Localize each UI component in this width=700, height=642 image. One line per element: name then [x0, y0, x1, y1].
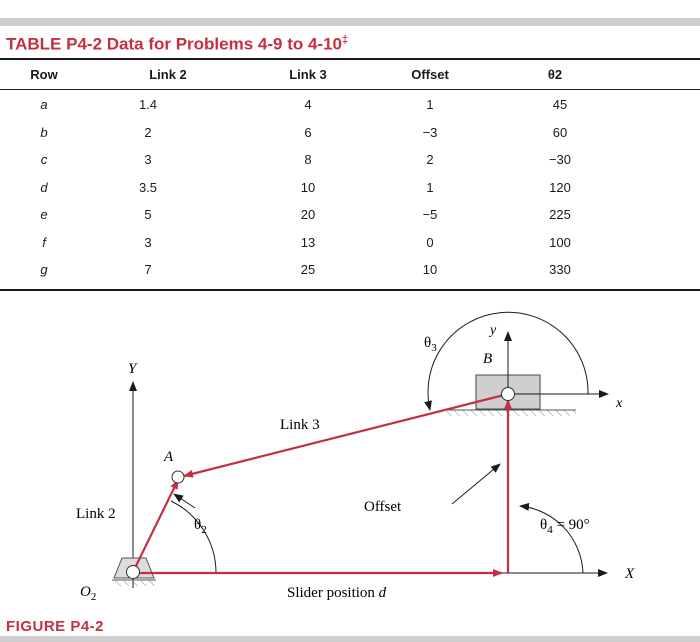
table-top-rule — [0, 58, 700, 60]
table-cell-link2: 1.4 — [138, 97, 158, 112]
pin-b — [502, 388, 515, 401]
label-y-local: y — [490, 323, 497, 338]
table-cell-link2: 3 — [144, 152, 152, 167]
top-rule-bar — [0, 18, 700, 26]
table-cell-link2: 3 — [144, 234, 152, 250]
table-cell-row: g — [40, 262, 48, 277]
table-title — [6, 34, 348, 55]
table-cell-theta2: −30 — [548, 152, 572, 167]
header-link2: Link 2 — [149, 67, 187, 82]
table-cell-offset: 1 — [426, 97, 434, 112]
table-cell-link3: 20 — [300, 207, 316, 222]
table-cell-link3: 25 — [300, 262, 316, 277]
table-cell-theta2: 120 — [549, 179, 571, 195]
table-header-rule — [0, 89, 700, 90]
header-link3: Link 3 — [289, 67, 327, 82]
table-cell-theta2: 60 — [552, 124, 568, 140]
table-cell-theta2: 100 — [549, 234, 571, 250]
table-cell-row: f — [42, 234, 46, 250]
table-cell-link2: 2 — [144, 124, 152, 140]
link2-vector — [133, 480, 178, 572]
label-x-local: x — [616, 396, 623, 411]
theta2-pointer — [174, 494, 195, 508]
table-cell-offset: 1 — [426, 179, 434, 195]
offset-leader — [452, 464, 500, 504]
table-cell-offset: −3 — [422, 124, 438, 140]
label-o2: $O_2$ — [80, 584, 97, 603]
label-a: A — [164, 449, 174, 465]
table-cell-row: e — [40, 207, 48, 222]
link3-vector — [184, 394, 508, 476]
table-cell-theta2: 330 — [549, 262, 571, 277]
table-cell-offset: −5 — [422, 207, 438, 222]
label-x-global: X — [625, 566, 635, 582]
table-cell-link3: 8 — [304, 152, 312, 167]
header-theta2: θ2 — [547, 67, 563, 82]
table-cell-link3: 6 — [304, 124, 312, 140]
label-link2: Link 2 — [76, 506, 116, 522]
table-cell-theta2: 225 — [549, 207, 571, 222]
table-cell-offset: 2 — [426, 152, 434, 167]
theta2-arc — [171, 501, 216, 573]
label-offset: Offset — [364, 499, 402, 515]
table-title-text: TABLE P4-2 Data for Problems 4-9 to 4-10 — [6, 34, 342, 54]
table-cell-link3: 4 — [304, 97, 312, 112]
header-row: Row — [30, 67, 58, 82]
label-b: B — [483, 351, 493, 367]
bottom-rule-bar — [0, 636, 700, 642]
pin-a — [172, 471, 184, 483]
table-cell-link2: 7 — [144, 262, 152, 277]
table-cell-row: c — [40, 152, 48, 167]
label-theta2: $\theta_2$ — [194, 517, 207, 536]
label-link3: Link 3 — [280, 417, 320, 433]
table-cell-row: d — [40, 179, 48, 195]
header-offset: Offset — [411, 67, 449, 82]
table-cell-offset: 0 — [426, 234, 434, 250]
table-cell-row: a — [40, 97, 48, 112]
table-title-footnote-mark: ‡ — [342, 34, 349, 46]
table-cell-link3: 13 — [300, 234, 316, 250]
pin-o2 — [127, 566, 140, 579]
label-theta4: $\theta_4 = 90^\circ$ — [540, 517, 590, 536]
table-cell-link3: 10 — [300, 179, 316, 195]
label-slider-position: Slider position d — [287, 585, 387, 601]
table-cell-theta2: 45 — [552, 97, 568, 112]
mechanism-figure — [0, 296, 700, 616]
table-cell-link2: 3.5 — [138, 179, 158, 195]
label-theta3: $\theta_3$ — [424, 335, 437, 354]
table-bottom-rule — [0, 289, 700, 291]
label-y-global: Y — [128, 361, 137, 377]
table-cell-link2: 5 — [144, 207, 152, 222]
table-cell-row: b — [40, 124, 48, 140]
figure-caption: FIGURE P4-2 — [6, 618, 105, 635]
table-cell-offset: 10 — [422, 262, 438, 277]
